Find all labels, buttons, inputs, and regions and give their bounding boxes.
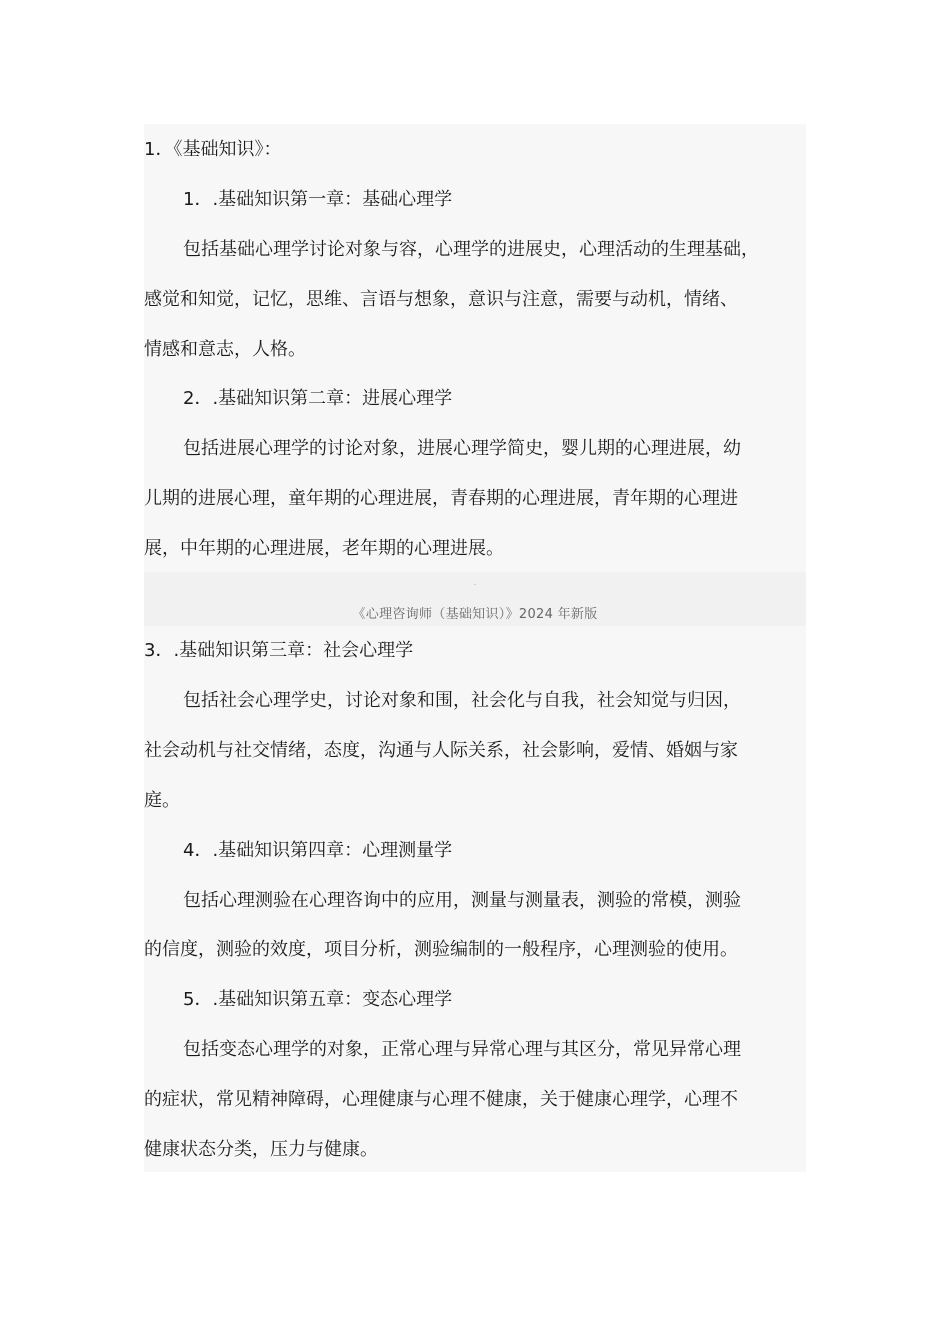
chapter-5-text-line: 包括变态心理学的对象，正常心理与异常心理与其区分，常见异常心理	[183, 1039, 741, 1060]
chapter-5-title: 5．.基础知识第五章：变态心理学	[183, 989, 453, 1010]
chapter-2-text-line: 儿期的进展心理，童年期的心理进展，青春期的心理进展，青年期的心理进	[144, 488, 738, 509]
page-footer-title: 《心理咨询师（基础知识）》2024 年新版	[352, 607, 598, 622]
chapter-3-text-line: 包括社会心理学史，讨论对象和围，社会化与自我，社会知觉与归因，	[183, 690, 741, 711]
chapter-5-text-line: 的症状，常见精神障碍，心理健康与心理不健康，关于健康心理学，心理不	[144, 1089, 738, 1110]
document-heading: 1．《基础知识》：	[144, 139, 282, 160]
page-footer-mark	[474, 584, 476, 585]
chapter-3-text-line: 庭。	[144, 790, 180, 811]
chapter-1-title: 1．.基础知识第一章：基础心理学	[183, 189, 453, 210]
chapter-3-text-line: 社会动机与社交情绪，态度，沟通与人际关系，社会影响，爱情、婚姻与家	[144, 740, 738, 761]
chapter-2-text-line: 展，中年期的心理进展，老年期的心理进展。	[144, 538, 504, 559]
chapter-3-title: 3．.基础知识第三章：社会心理学	[144, 640, 414, 661]
chapter-1-text-line: 包括基础心理学讨论对象与容，心理学的进展史，心理活动的生理基础，	[183, 239, 759, 260]
chapter-2-title: 2．.基础知识第二章：进展心理学	[183, 388, 453, 409]
chapter-4-title: 4．.基础知识第四章：心理测量学	[183, 840, 453, 861]
chapter-4-text-line: 包括心理测验在心理咨询中的应用，测量与测量表，测验的常模，测验	[183, 890, 741, 911]
chapter-4-text-line: 的信度，测验的效度，项目分析，测验编制的一般程序，心理测验的使用。	[144, 939, 738, 960]
chapter-5-text-line: 健康状态分类，压力与健康。	[144, 1139, 378, 1160]
chapter-1-text-line: 情感和意志，人格。	[144, 339, 306, 360]
chapter-1-text-line: 感觉和知觉，记忆，思维、言语与想象，意识与注意，需要与动机，情绪、	[144, 289, 738, 310]
chapter-2-text-line: 包括进展心理学的讨论对象，进展心理学简史，婴儿期的心理进展，幼	[183, 438, 741, 459]
